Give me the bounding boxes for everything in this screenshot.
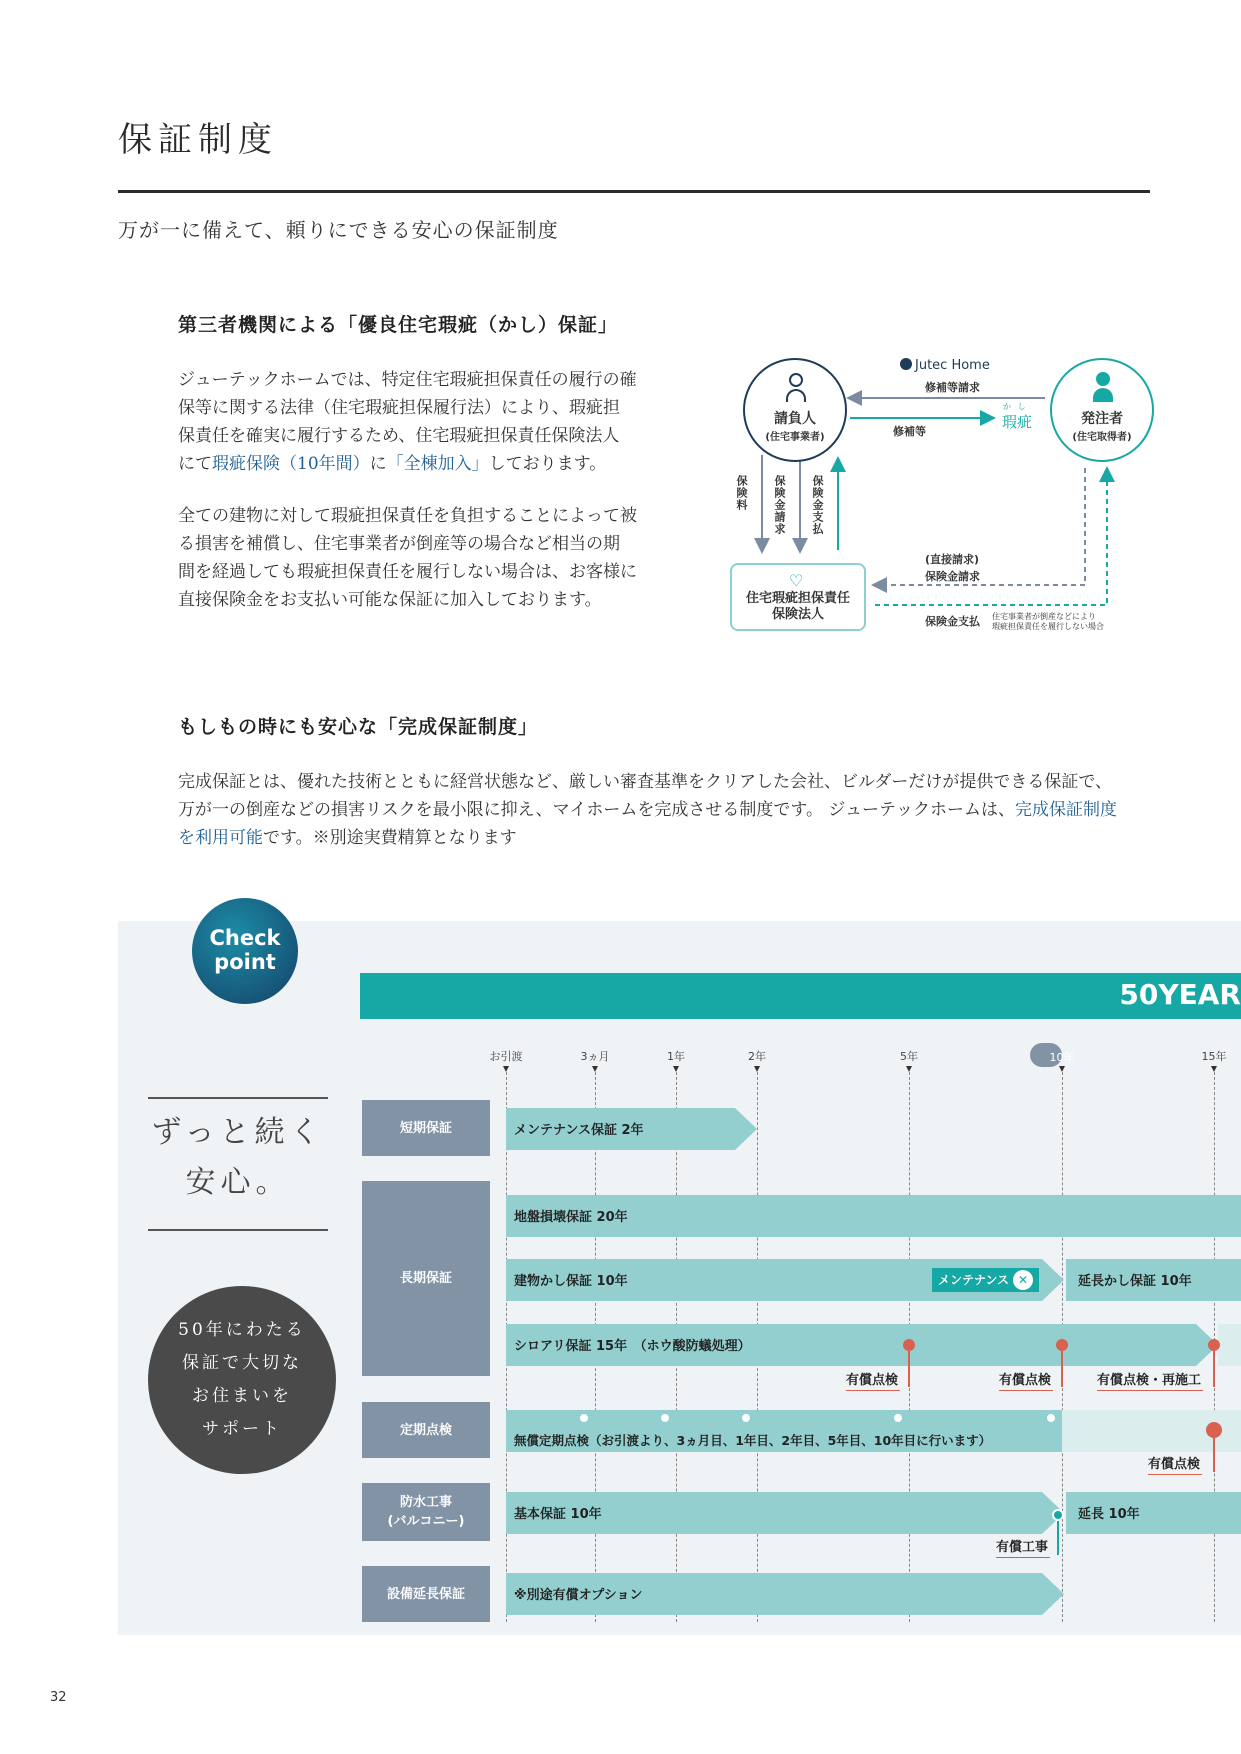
category-short-term: 短期保証 (362, 1100, 490, 1156)
logo-mark-icon (900, 358, 912, 370)
tick-label: 15年 (1201, 1050, 1227, 1063)
callout-line (1213, 1438, 1215, 1472)
callout-line (1057, 1521, 1059, 1555)
bar-label: 無償定期点検（お引渡より、3ヵ月目、1年目、2年目、5年目、10年目に行います） (514, 1433, 992, 1448)
paid-inspection-dot (1056, 1339, 1068, 1351)
callout-line (908, 1351, 910, 1387)
category-inspection: 定期点検 (362, 1402, 490, 1458)
section-heading-completion-warranty: もしもの時にも安心な「完成保証制度」 (178, 716, 539, 738)
owner-sub: (住宅取得者) (1072, 432, 1132, 443)
page-title: 保証制度 (118, 120, 278, 160)
defect-warranty-paragraph-2 (178, 502, 678, 614)
label-direct-claim: (直接請求) (925, 553, 980, 566)
bar-label: 地盤損壊保証 20年 (514, 1210, 628, 1225)
contractor-sub: (住宅事業者) (765, 432, 825, 443)
tick-label: 1年 (667, 1050, 685, 1063)
inspection-dot (894, 1414, 902, 1422)
jutec-logo: Jutec Home (900, 358, 990, 373)
inspection-dot (742, 1414, 750, 1422)
divider-top (148, 1097, 328, 1099)
tick-label: 10年 (1049, 1051, 1075, 1064)
paid-inspection-dot (903, 1339, 915, 1351)
bar-label: シロアリ保証 15年 （ホウ酸防蟻処理） (514, 1339, 751, 1354)
highlight-text: を利用可能 (178, 828, 263, 848)
text-line: 万が一の倒産などの損害リスクを最小限に抑え、マイホームを完成させる制度です。 ジューテックホームは、完成保証制度 (178, 800, 1118, 820)
years-header-bar (360, 973, 1241, 1019)
text-line: 完成保証とは、優れた技術とともに経営状態など、厳しい審査基準をクリアした会社、ビルダーだけが提供できる保証で、 (178, 772, 1112, 792)
text-line: 保等に関する法律（住宅瑕疵担保履行法）により、瑕疵担 (178, 398, 620, 418)
bar-label: メンテナンス保証 2年 (514, 1123, 644, 1138)
label-claim: 保険金請求 (773, 475, 786, 535)
callout-paid-inspection: 有償点検 (999, 1369, 1053, 1391)
label-defect: 瑕疵 (1002, 413, 1033, 431)
support-circle: 50年にわたる 保証で大切な お住まいを サポート (148, 1286, 336, 1474)
years-label: 50YEAR (1119, 978, 1241, 1011)
text-line: 直接保険金をお支払い可能な保証に加入しております。 (178, 590, 602, 610)
tick-label: 5年 (900, 1050, 918, 1063)
label-defect-ruby: か し (1003, 402, 1028, 411)
label-direct-payment: 保険金支払 (925, 615, 980, 628)
text-line: 保責任を確実に履行するため、住宅瑕疵担保責任保険法人 (178, 426, 620, 446)
bar-arrowhead (735, 1108, 757, 1150)
highlight-text: 「全棟加入」 (386, 454, 489, 474)
paid-inspection-dot (1206, 1422, 1222, 1438)
paid-work-dot (1052, 1509, 1064, 1521)
callout-line (1213, 1351, 1215, 1387)
contractor-label: 請負人 (774, 411, 816, 427)
callout-line (1061, 1351, 1063, 1387)
maintenance-tag: メンテナンス ✕ (932, 1268, 1039, 1292)
completion-warranty-paragraph (178, 768, 1178, 852)
check-point-badge: Check point (192, 898, 298, 1004)
label-premium: 保険料 (735, 475, 748, 511)
inspection-dot (1047, 1414, 1055, 1422)
owner-label: 発注者 (1081, 411, 1123, 427)
text-line: を利用可能です。※別途実費精算となります (178, 828, 517, 848)
callout-paid-work: 有償工事 (996, 1536, 1050, 1558)
tagline: ずっと続く 安心。 (151, 1115, 325, 1200)
person-outline-icon (785, 373, 807, 403)
inspection-dot (580, 1414, 588, 1422)
section-heading-defect-warranty: 第三者機関による「優良住宅瑕疵（かし）保証」 (178, 314, 619, 336)
callout-paid-inspection-retreatment: 有償点検・再施工 (1097, 1369, 1203, 1391)
insurer-label: 住宅瑕疵担保責任 保険法人 (745, 591, 850, 622)
highlight-text: 完成保証制度 (1015, 800, 1118, 820)
paid-inspection-dot (1208, 1339, 1220, 1351)
category-long-term: 長期保証 (362, 1181, 490, 1376)
bar-label: ※別途有償オプション (514, 1588, 643, 1603)
bankruptcy-note: 住宅事業者が倒産などにより 瑕疵担保責任を履行しない場合 (992, 612, 1104, 631)
bar-arrowhead (1042, 1259, 1064, 1301)
text-line: ジューテックホームでは、特定住宅瑕疵担保責任の履行の確 (178, 370, 637, 390)
text-line: にて瑕疵保険（10年間）に「全棟加入」しております。 (178, 454, 607, 474)
tick-label: 3ヵ月 (580, 1050, 610, 1063)
bar-label: 基本保証 10年 (514, 1507, 602, 1522)
label-repair-request: 修補等請求 (925, 381, 980, 394)
insurance-flow-diagram (730, 355, 1130, 645)
label-repair: 修補等 (893, 425, 926, 438)
label-direct-claim-2: 保険金請求 (925, 570, 980, 583)
bar-label: 延長 10年 (1078, 1507, 1140, 1522)
inspection-dot (661, 1414, 669, 1422)
tick-label: お引渡 (489, 1050, 523, 1063)
person-filled-icon (1092, 372, 1114, 404)
text-line: る損害を補償し、住宅事業者が倒産等の場合など相当の期 (178, 534, 620, 554)
label-payment: 保険金支払 (811, 475, 824, 535)
insurer-node (730, 563, 866, 631)
category-equipment: 設備延長保証 (362, 1566, 490, 1622)
heart-outline-icon: ♡ (789, 571, 804, 590)
bar-label: 延長かし保証 10年 (1078, 1274, 1192, 1289)
title-divider (118, 190, 1150, 193)
bar-arrowhead (1042, 1573, 1064, 1615)
category-waterproof: 防水工事 (バルコニー) (362, 1483, 490, 1541)
page-number: 32 (50, 1690, 67, 1705)
highlight-text: 瑕疵保険（10年間） (212, 454, 370, 474)
tick-label: 2年 (748, 1050, 766, 1063)
owner-node (1050, 358, 1154, 462)
callout-paid-inspection: 有償点検 (1148, 1453, 1202, 1475)
contractor-node (743, 358, 847, 462)
page-subtitle: 万が一に備えて、頼りにできる安心の保証制度 (118, 218, 559, 242)
bar-label: 建物かし保証 10年 (514, 1274, 628, 1289)
text-line: 全ての建物に対して瑕疵担保責任を負担することによって被 (178, 506, 637, 526)
tools-icon: ✕ (1013, 1270, 1033, 1290)
bar-termite-continuation (1218, 1324, 1241, 1366)
divider-bottom (148, 1229, 328, 1231)
defect-warranty-paragraph-1 (178, 366, 678, 478)
text-line: 間を経過しても瑕疵担保責任を履行しない場合は、お客様に (178, 562, 637, 582)
callout-paid-inspection: 有償点検 (846, 1369, 900, 1391)
